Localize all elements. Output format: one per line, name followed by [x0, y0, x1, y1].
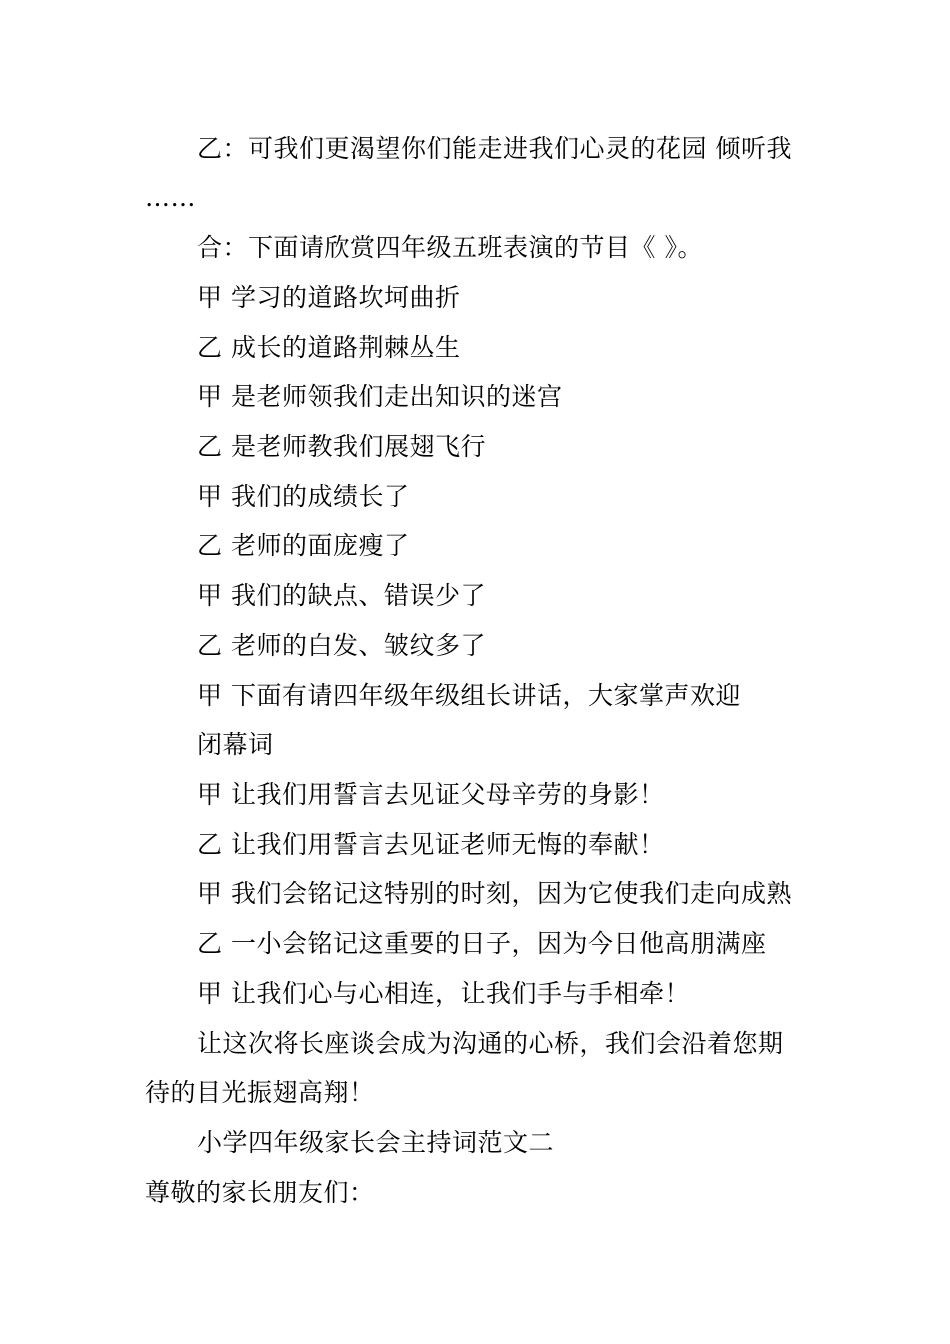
dialogue-line: 甲 是老师领我们走出知识的迷宫: [197, 382, 563, 411]
dialogue-line: 乙 是老师教我们展翅飞行: [197, 432, 486, 461]
dialogue-line: 乙 成长的道路荆棘丛生: [197, 333, 461, 362]
dialogue-line: 乙 老师的白发、皱纹多了: [197, 631, 486, 660]
dialogue-line: 乙 老师的面庞瘦了: [197, 531, 410, 560]
dialogue-line: 甲 让我们心与心相连，让我们手与手相牵！: [197, 979, 690, 1008]
dialogue-line: 乙 让我们用誓言去见证老师无悔的奉献！: [197, 830, 665, 859]
section-title: 小学四年级家长会主持词范文二: [197, 1128, 555, 1157]
dialogue-line: 甲 我们会铭记这特别的时刻，因为它使我们走向成熟: [197, 879, 792, 908]
dialogue-line: 甲 我们的成绩长了: [197, 482, 410, 511]
dialogue-line: 甲 让我们用誓言去见证父母辛劳的身影！: [197, 780, 665, 809]
dialogue-line: 甲 学习的道路坎坷曲折: [197, 283, 461, 312]
paragraph-line: ……: [145, 183, 196, 212]
paragraph-line: 乙：可我们更渴望你们能走进我们心灵的花园 倾听我: [197, 134, 792, 163]
salutation-line: 尊敬的家长朋友们：: [145, 1178, 375, 1207]
section-heading: 闭幕词: [197, 730, 274, 759]
dialogue-line: 甲 我们的缺点、错误少了: [197, 581, 486, 610]
paragraph-line: 待的目光振翅高翔！: [145, 1078, 375, 1107]
dialogue-line: 乙 一小会铭记这重要的日子，因为今日他高朋满座: [197, 929, 767, 958]
paragraph-line: 让这次将长座谈会成为沟通的心桥，我们会沿着您期: [197, 1029, 784, 1058]
dialogue-line: 甲 下面有请四年级年级组长讲话，大家掌声欢迎: [197, 681, 741, 710]
paragraph-line: 合：下面请欣赏四年级五班表演的节目《 》。: [197, 233, 703, 262]
